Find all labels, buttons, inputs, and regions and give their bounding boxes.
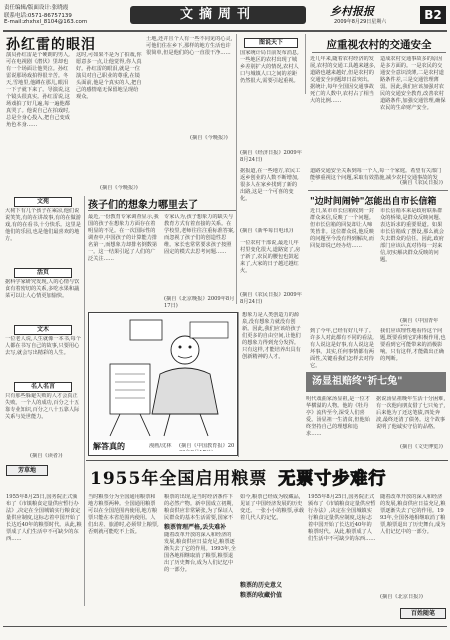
masthead-phone: 联系电话:0571-86757139 bbox=[4, 13, 72, 19]
article-body-mayor-2: 市长信箱本来是政府联系群众的桥梁,是群众反映问题、表达诉求的重要渠道。如果市长信箱成了摆设,那么就会失去群众的信任。因此,政府部门应该认真对待每一封来信,切实解决群众反映的问题。 bbox=[380, 208, 444, 263]
article-source-kids: (摘自《北京晚报》2009年8月17日) bbox=[164, 296, 235, 309]
article-source-sun-3: (摘自《今晚报》) bbox=[190, 135, 228, 141]
news-body-3: 一位农村干部说,最近几年村里变化很大,道路宽了,房子新了,农民的腰包也鼓起来了,大家的日子越过越红火。 bbox=[240, 240, 301, 274]
page-bottom-rule bbox=[3, 626, 447, 627]
paper-name: 乡村报报 bbox=[330, 5, 374, 18]
left-label-wen: 文苑 bbox=[14, 197, 72, 207]
article-body-grain-6: 随着改革开放的深入和经济的发展,粮食供应日益充足,粮票逐渐失去了它的作用。1993年,全国各地相继取消了粮票,粮票退出了历史舞台,成为人们记忆中的一部分。 bbox=[380, 494, 446, 535]
grain-top-rule bbox=[86, 460, 448, 461]
left-body-wen: 大树下有几个孩子在乘凉,他们说说笑笑,有的在讲故事,有的在做游戏,有的在看书,十分快乐。这里是他们的乐园,也是他们最喜欢的地方。 bbox=[5, 208, 81, 242]
article-title-grain-a: 1955年全国启用粮票 bbox=[90, 469, 268, 489]
article-subhead-grain-3: 粮票的收藏价值 bbox=[240, 592, 283, 599]
cartoon-source: (摘自《中国教育报》20 bbox=[179, 443, 235, 449]
left-label-wenmu: 文木 bbox=[14, 325, 72, 335]
article-source-sun: (摘自《今晚报》) bbox=[100, 185, 138, 191]
article-body-grain-3: 粮票的出现,是当时经济条件下的必然产物。新中国成立初期,粮食供应非常紧张,为了保证人民群众的基本生活需要,国家不 bbox=[164, 494, 234, 520]
article-body-grain-2: 当时粮票分为全国通用粮票和地方粮票两种。全国通用粮票可以在全国范围内使用,地方粮票只能在本省范围内使用。人们出差、旅游时,必须带上粮票,否则就可能吃不上饭。 bbox=[88, 494, 159, 535]
article-body-sun-2: 这时,可如果不是为了拍戏,你愿意多一点,让他觉得,你人真好。孙红雷的眼泪,就是一位演员对自己职业的尊重,在镜头面前,他是个真实的人,把自己的感情毫无保留地呈现给观众。 bbox=[76, 52, 142, 100]
article-body-kids-3: 想象力是人类创造力的源泉,没有想象力就没有创新。因此,我们应该给孩子们更多的自由空间,让他们的想象力得到充分发挥。只有这样,才能培养出具有创新精神的人才。 bbox=[242, 312, 301, 360]
left-label-quotes: 名人名言 bbox=[14, 382, 72, 392]
cartoon-author: 漫画/沈林 bbox=[149, 443, 172, 449]
article-source-mayor: (摘自《中国青年 bbox=[400, 318, 439, 324]
cartoon-illustration bbox=[90, 314, 236, 440]
article-subhead-grain-1: 粮票管理严格,丢失难补 bbox=[164, 524, 227, 531]
masthead-editor: 责任编辑/版面设计:张晓霞 bbox=[4, 5, 69, 11]
article-title-sun: 孙红雷的眼泪 bbox=[6, 37, 96, 53]
left-body-quotes: 只有那些躲避失败的人才会真正失败。一个人的成功,百分之十五靠专业知识,百分之八十五靠人际关系与处世能力。 bbox=[5, 393, 80, 420]
article-body-mayor-1: 近日,某市市长信箱收到一封群众来信,反映了一个问题。但市长信箱的回复却让人啼笑皆非。这位群众说,他反映的问题至今没有得到解决,而回复却说已经办结…… bbox=[310, 208, 374, 249]
page-number: B2 bbox=[420, 6, 446, 24]
article-body-sun-3: 土地,还并且个人有一些不同见的心灵,可他们住在乡下,那样的地方生活也许很简单,但是他们的心一直很干净…… bbox=[146, 36, 233, 56]
left-source-quotes: (摘自《读者》) bbox=[30, 453, 63, 459]
article-title-grain bbox=[90, 464, 446, 490]
masthead bbox=[0, 0, 450, 30]
news-body-2: 据报道,在一些地方,农民工返乡创业的人数不断增加,很多人在家乡找到了新的出路,这是一个可喜的变化。 bbox=[240, 168, 301, 202]
left-body-huoye: 据科学家研究发现,人的心情与饮食有着密切的关系,多吃水果和蔬菜可以让人心情更加愉快。 bbox=[5, 279, 80, 299]
traffic-bottom-rule bbox=[308, 190, 448, 191]
article-title-traffic: 应重视农村的交通安全 bbox=[326, 39, 432, 51]
article-body-tang-2: 据说汤显祖晚年生活十分困难,有一次他向朋友借了七只兔子,后来他为了还这笔债,四处奔波,最终还清了债务。这个故事说明了他诚实守信的品格。 bbox=[376, 396, 446, 430]
paper-date: 2009年8月29日星期六 bbox=[334, 19, 387, 25]
section-title bbox=[130, 6, 306, 24]
cartoon-box bbox=[88, 312, 238, 456]
article-title-tang-text: 汤显祖赔终"祈七兔" bbox=[312, 376, 403, 387]
article-body-kids-2: 专家认为,孩子想象力的缺失与教育方式有着直接的关系。在学校里,老师往往注重标准答案,而忽视了孩子们的创造性思维。家长也常常要求孩子按照固定的模式去思考问题…… bbox=[164, 214, 235, 255]
article-title-tang bbox=[306, 372, 446, 392]
traffic-title-underline bbox=[312, 52, 446, 53]
article-body-traffic-3: 道路交通安全关系到每一个人,每一个家庭。希望有关部门能够重视这个问题,采取有效措施,减少农村交通事故的发 bbox=[310, 168, 442, 181]
right-footer-label: 百姓随笔 bbox=[400, 608, 446, 619]
left-body-wenmu: 一位老人说,人生就像一本书,每个人都在书写自己的故事,只要用心去写,就会写出精彩的人生。 bbox=[5, 336, 81, 356]
kids-title-rule bbox=[88, 210, 236, 211]
news-source-3: (摘自《农民日报》2009年8月24日) bbox=[240, 292, 302, 305]
article-source-traffic: (摘自《农民日报》) bbox=[400, 180, 443, 186]
article-body-grain-1: 1955年8月25日,国务院正式颁布了《市镇粮食定量供应暂行办法》,决定在全国城镇实行粮食定量供应制度,这标志着中国开始了长达近40年的粮票时代。从此,粮票成了人们生活中不可缺少的东西…… bbox=[6, 494, 82, 542]
col-rule-3 bbox=[238, 312, 239, 457]
article-body-traffic-1: 近几年来,随着农村经济的发展,农村的交通工具越来越多,道路也越来越好,但是农村的交通安全问题却日益突出。据统计,每年全国因交通事故死亡的人数中,农村占了相当大的比例…… bbox=[310, 56, 376, 104]
masthead-rule bbox=[3, 30, 447, 32]
left-label-huoye: 活页 bbox=[14, 268, 72, 278]
article-body-right-lower: 到了今年,已经有好几年了。许多人对此都有不同的看法,有人说这是好事,有人说这是坏事。其实,任何事情都有两面性,关键看我们怎样去对待它。 bbox=[310, 328, 374, 368]
news-body: 国家统计局日前发布消息,一些地区的农村出现了城乡差别扩大的情况,农村人口与城镇人口之间的差距仍然很大,需要引起重视。 bbox=[240, 50, 299, 84]
article-body-kids-1: 最近,一份教育专家调查显示,我国的孩子在想象力方面存在着明显的不足。在一次国际性的调查中,中国孩子的计算能力排名第一,而想象力却排名倒数第一。这一结果引起了人们的广泛关注…… bbox=[88, 214, 159, 262]
article-title-mayor: "边时间闹钟"怎能出自市长信箱 bbox=[310, 197, 437, 207]
masthead-email: E-mail:zhxhxl_8104@163.com bbox=[4, 19, 88, 25]
news-source-2: (摘自《新华每日电讯》) bbox=[240, 228, 294, 234]
news-source: (摘自《经济日报》2009年8月24日) bbox=[240, 150, 302, 163]
article-subhead-grain-2: 粮票的历史意义 bbox=[240, 582, 283, 589]
article-body-grain-3b: 随着改革开放的深入和经济的发展,粮食供应日益充足,粮票逐渐失去了它的作用。1993年,全国各地相继取消了粮票,粮票退出了历史舞台,成为人们记忆中的一部分。 bbox=[164, 532, 236, 573]
article-body-grain-5: 1955年8月25日,国务院正式颁布了《市镇粮食定量供应暂行办法》,决定在全国城镇实行粮食定量供应制度,这标志着中国开始了长达近40年的粮票时代。从此,粮票成了人们生活中不可缺少的东西…… bbox=[308, 494, 376, 542]
news-label: 图说天下 bbox=[244, 38, 298, 48]
col-rule-2 bbox=[305, 34, 306, 94]
left-col-rule bbox=[84, 196, 85, 606]
cartoon-title: 解答真的 bbox=[93, 441, 125, 451]
article-body-right-lower-2: 我们应该理性地看待这个问题,既要看到它的积极作用,也要看到它可能带来的消极影响。只有这样,才能做出正确的判断。 bbox=[380, 328, 446, 362]
article-body-tang-1: 明代戏曲家汤显祖,是一位才华横溢的人物。他的《牡丹亭》流传至今,深受人们喜爱。汤显祖一生清贫,但他始终坚持自己的理想和追求…… bbox=[306, 396, 370, 437]
col-rule-1 bbox=[236, 34, 237, 304]
article-title-grain-b: 无票寸步难行 bbox=[278, 469, 387, 489]
article-body-traffic-2: 造成农村交通事故多的原因是多方面的。一是农民的交通安全意识淡薄,二是农村道路条件差,三是交通管理薄弱。因此,我们应该加强对农民的交通安全教育,改善农村道路条件,加强交通管理,确保农民的生命财产安全。 bbox=[380, 56, 446, 111]
section-title-text: 文摘周刊 bbox=[179, 7, 256, 22]
article-source-grain: (摘自《北京日报》) bbox=[380, 594, 423, 600]
left-footer-label: 芳草地 bbox=[6, 465, 48, 476]
article-title-kids: 孩子们的想象力哪里去了 bbox=[88, 200, 198, 211]
article-body-grain-4: 如今,粮票已经成为收藏品,见证了中国经济发展的历史变迁。一张小小的粮票,承载着几代人的记忆。 bbox=[240, 494, 304, 521]
article-body-sun: 演员孙红雷是个硬朗的男人,可在电视剧《潜伏》里却也有一个场面让他哭泣。孙红雷说那场戏拍得很辛苦。冬天,雪地里,他蹲在那儿,眼泪一下子就下来了。导演说,这个镜头很真实。孙红雷说,这场戏拍了好几遍,每一遍他都真哭了。他说自己在拍戏时,总是全身心投入,把自己变成角色本身…… bbox=[6, 52, 70, 128]
article-source-tang: (摘自《文史博览》) bbox=[400, 444, 443, 450]
